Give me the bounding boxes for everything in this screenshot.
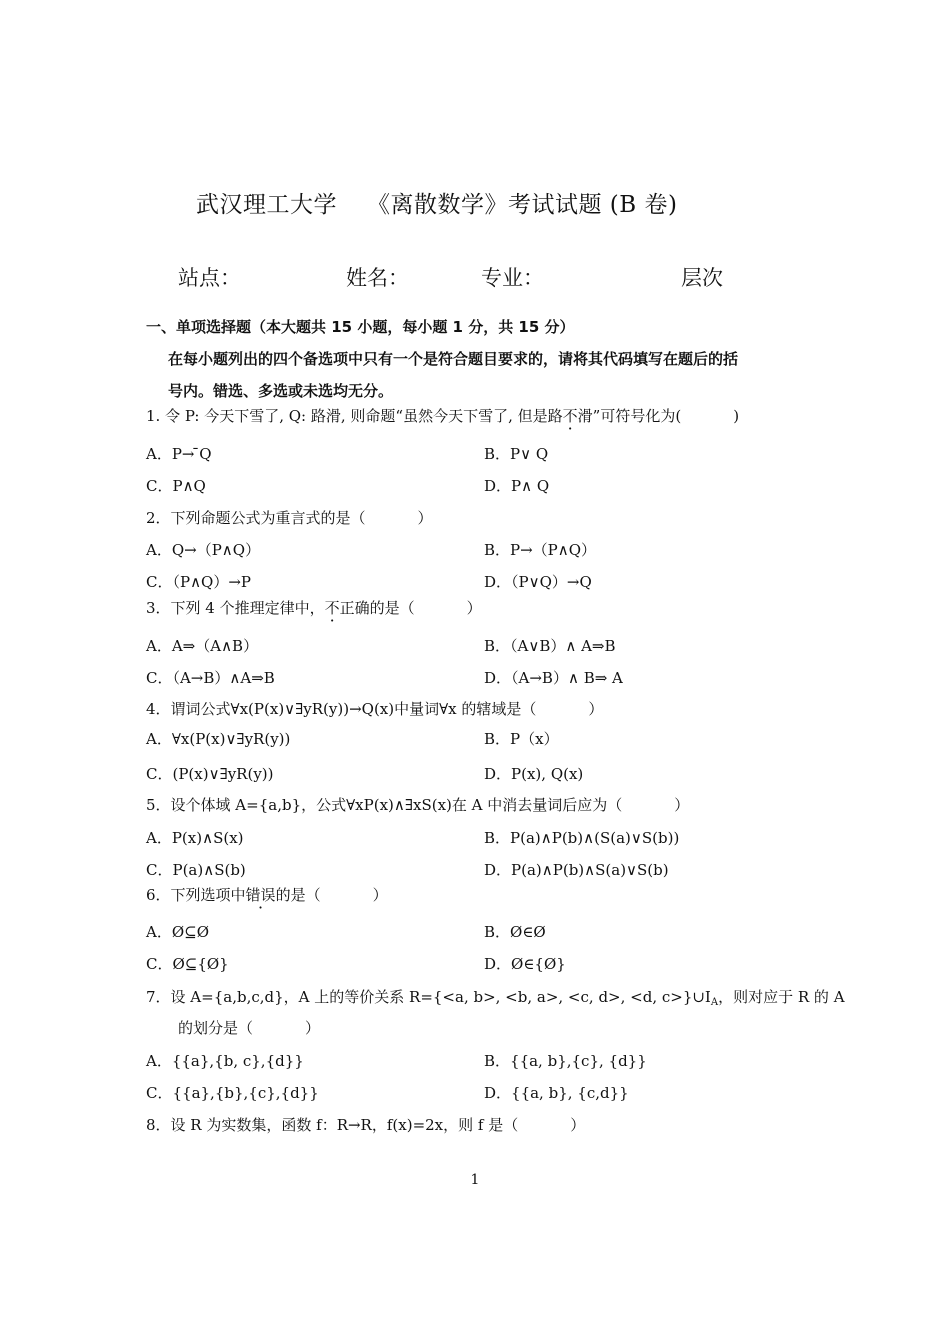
major-field-label: 专业： — [481, 266, 544, 290]
question-5-stem: 5．设个体域 A={a,b}，公式∀xP(x)∧∃xS(x)在 A 中消去量词后应为（ ） — [146, 796, 690, 814]
question-7-option-d: D．{{a, b}, {c,d}} — [484, 1084, 629, 1102]
question-7-option-a: A．{{a},{b, c},{d}} — [146, 1052, 304, 1070]
question-2-stem: 2．下列命题公式为重言式的是（ ） — [146, 509, 433, 527]
question-4-option-d: D．P(x), Q(x) — [484, 765, 584, 783]
question-1-option-b: B．P∨ Q — [484, 445, 549, 463]
question-7-option-c: C．{{a},{b},{c},{d}} — [146, 1084, 319, 1102]
emphasis-mark: 不 — [324, 599, 340, 617]
question-2-option-c: C．（P∧Q）→P — [146, 573, 252, 591]
question-6-option-a: A．Ø⊆Ø — [146, 923, 209, 941]
question-3-stem: 3．下列 4 个推理定律中，不正确的是（ ） — [146, 599, 482, 617]
question-6-option-b: B．Ø∈Ø — [484, 923, 546, 941]
question-5-option-c: C．P(a)∧S(b) — [146, 861, 246, 879]
question-1-option-a: A．P→ ̄Q — [146, 445, 212, 463]
question-7-option-b: B．{{a, b},{c}, {d}} — [484, 1052, 647, 1070]
emphasis-mark: 错误 — [245, 886, 276, 904]
question-3-option-d: D．（A→B）∧ B⇒ A — [484, 669, 623, 687]
question-2-option-d: D．（P∨Q）→Q — [484, 573, 592, 591]
name-field-label: 姓名： — [346, 266, 409, 290]
question-5-option-b: B．P(a)∧P(b)∧(S(a)∨S(b)) — [484, 829, 680, 847]
question-2-option-b: B．P→（P∧Q） — [484, 541, 597, 559]
question-3-option-c: C．（A→B）∧A⇒B — [146, 669, 275, 687]
question-6-option-d: D．Ø∈{Ø} — [484, 955, 566, 973]
question-7-stem-line-1: 7．设 A={a,b,c,d}，A 上的等价关系 R={<a, b>, <b, a>, <c, d>, <d, $c>\}\cup I_A$，则对应于 R 的 A — [146, 988, 845, 1008]
exam-title — [196, 186, 677, 219]
section-heading: 一、单项选择题（本大题共 15 小题，每小题 1 分，共 15 分） — [146, 318, 575, 336]
question-4-stem: 4．谓词公式∀x(P(x)∨∃yR(y))→Q(x)中量词∀x 的辖域是（ ） — [146, 700, 604, 718]
question-8-stem: 8．设 R 为实数集，函数 f：R→R，f(x)=2x，则 f 是（ ） — [146, 1116, 586, 1134]
question-2-option-a: A．Q→（P∧Q） — [146, 541, 261, 559]
question-3-option-b: B．（A∨B）∧ A⇒B — [484, 637, 616, 655]
question-4-option-c: C．(P(x)∨∃yR(y)) — [146, 765, 274, 783]
emphasis-mark: 不 — [562, 407, 578, 425]
course-title: 《离散数学》考试试题 (B 卷) — [367, 192, 678, 218]
question-7-stem-line-2: 的划分是（ ） — [178, 1019, 321, 1037]
station-field-label: 站点： — [178, 266, 241, 290]
question-1-stem: 1. 令 P: 今天下雪了, Q: 路滑, 则命题“虽然今天下雪了, 但是路不滑”可符号化为( ) — [146, 407, 740, 425]
question-3-option-a: A．A⇒（A∧B） — [146, 637, 259, 655]
question-6-option-c: C．Ø⊆{Ø} — [146, 955, 229, 973]
question-1-option-c: C．P∧Q — [146, 477, 206, 495]
level-field-label: 层次 — [681, 266, 723, 290]
instructions-line-2: 号内。错选、多选或未选均无分。 — [168, 382, 394, 400]
university-name: 武汉理工大学 — [196, 192, 337, 218]
question-5-option-d: D．P(a)∧P(b)∧S(a)∨S(b) — [484, 861, 669, 879]
question-4-option-a: A．∀x(P(x)∨∃yR(y)) — [146, 730, 291, 748]
question-5-option-a: A．P(x)∧S(x) — [146, 829, 244, 847]
question-4-option-b: B．P（x） — [484, 730, 559, 748]
question-1-option-d: D．P∧ Q — [484, 477, 550, 495]
page-number: 1 — [470, 1172, 480, 1188]
instructions-line-1: 在每小题列出的四个备选项中只有一个是符合题目要求的，请将其代码填写在题后的括 — [168, 350, 739, 368]
question-6-stem: 6．下列选项中错误的是（ ） — [146, 886, 388, 904]
